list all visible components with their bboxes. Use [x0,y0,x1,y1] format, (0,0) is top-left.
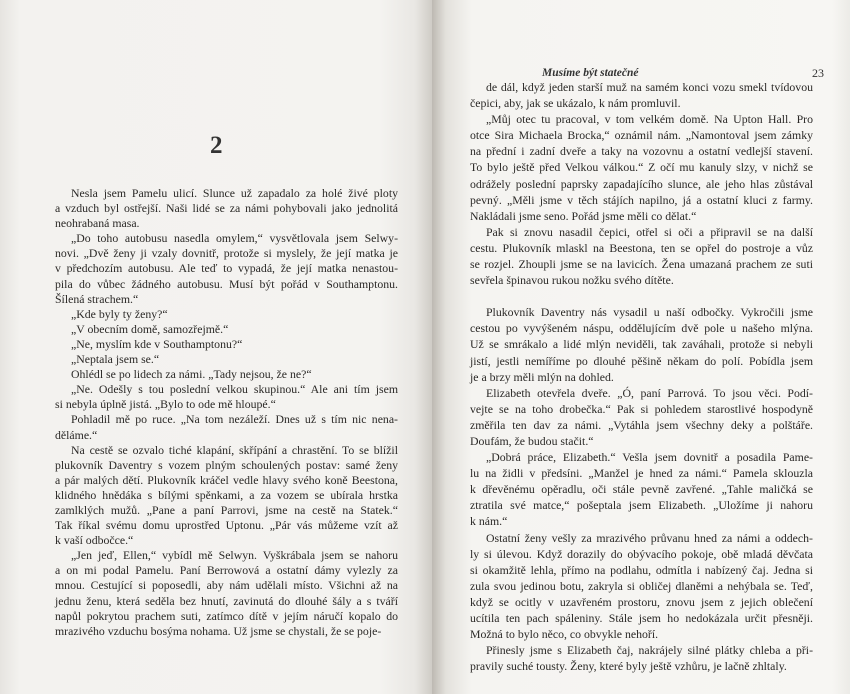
text-line: „Ne. Odešly s tou poslední velkou skupinou.“ Ale ani tím jsem [71,382,398,397]
text-line: Nakládali jsme seno. Pořád jsme měli co dělat.“ [470,208,697,223]
text-line: odrážely poslední paprsky zapadajícího slunce, ale jeho hlas zůstával [470,176,813,191]
text-line: Šílená strachem.“ [55,291,139,306]
paragraph [55,443,398,549]
paragraph [55,337,398,352]
text-line: cestu. Plukovník mlaskl na Beestona, ten se opřel do postroje a vůz [470,240,813,255]
text-line: ucítila ten pach spáleniny. Stále jsem ho nedokázala určit přesněji. [470,611,813,625]
page-number: 23 [812,66,824,80]
text-line: jistí, jestli nemíříme po dlouhé pěšině někam do polí. Pobídla jsem [470,353,813,368]
paragraph [470,385,813,449]
text-line: napůl pokrytou prachem suti, zatímco dítě v jejím náručí kopalo do [55,608,398,623]
text-line: Doufám, že budou stačit.“ [470,433,594,448]
paragraph [55,548,398,639]
text-line: ztratila své matce,“ pošeptala jsem Elizabeth. „Uložíme ji nahoru [470,498,813,513]
text-line: „Ne, myslím kde v Southamptonu?“ [71,336,243,351]
text-line: To bylo ještě před Velkou válkou.“ Z očí mu kanuly slzy, v nichž se [470,160,813,175]
right-page-body [470,79,813,674]
text-line: v předchozím autobusu. Ale teď to vypadá, že její matka nenastou- [55,261,398,276]
paragraph [470,111,813,224]
text-line: čepici, aby, jak se ukázalo, k nám promluvil. [470,96,681,111]
text-line: „Můj otec tu pracoval, v tom velkém domě. Na Upton Hall. Pro [486,112,813,127]
text-line: sevřela špinavou rukou nožku svého dítěte. [470,273,674,288]
text-line: Ostatní ženy vešly za mrazivého průvanu hned za námi a oddech- [486,530,813,545]
text-line: otce Sira Michaela Brocka,“ oznámil nám. „Namontoval jsem zámky [470,128,813,143]
paragraph [470,224,813,288]
text-line: Plukovník Daventry nás vysadil u naší odbočky. Vykročili jsme [486,305,813,320]
text-line: a on mi podal Pamelu. Paní Berrowová a ostatní dámy vylezly za [55,563,398,578]
text-line: na přední i zadní dveře a taky na vozovnu a ostatní vedlejší stavení. [470,144,813,159]
text-line: když se ocitly v uzavřeném prostoru, znovu jsem z jejich oblečení [470,594,813,609]
text-line: plukovník Daventry s vozem plným schoulených postav: samé ženy [55,457,398,472]
paragraph [55,382,398,412]
chapter-number: 2 [210,132,223,159]
text-line: k dřevěnému opěradlu, oči stále pevně zavřené. „Tahle maličká se [470,482,813,497]
text-line: a vzduch byl ostřejší. Naši lidé se za námi pohybovali jako jednolitá [55,201,398,216]
text-line: Na cestě se ozvalo tiché klapání, skřípání a chrastění. To se blížil [71,442,398,457]
paragraph [55,186,398,231]
text-line: je a brzy měli mlýn na dohled. [470,369,614,384]
paragraph [470,530,813,643]
paragraph [55,322,398,337]
section-break [470,288,813,304]
text-line: Už se smrákalo a lidé mlýn neviděli, tak zaváhali, protože si nebyli [470,337,813,352]
text-line: Možná to bylo něco, co obvykle nehoří. [470,627,659,642]
left-page-body [55,186,398,639]
text-line: klidného hnědáka s bílými spěnkami, a za vozem se ubírala hrstka [55,487,398,502]
text-line: lu na židli v předsíni. „Manžel je hned za námi.“ Pamela sklouzla [470,466,813,481]
text-line: Pak si znovu nasadil čepici, otřel si oči a připravil se na další [486,224,813,239]
paragraph [55,412,398,442]
paragraph [55,367,398,382]
text-line: pravily suché tousty. Ženy, které byly ještě vzhůru, je lačně zhltaly. [470,659,787,674]
text-line: „Jen jeď, Ellen,“ vybídl mě Selwyn. Vyškrábala jsem se nahoru [71,548,398,563]
text-line: Přinesly jsme s Elizabeth čaj, nakrájely silné plátky chleba a při- [486,643,813,658]
paragraph [470,79,813,111]
paragraph [55,352,398,367]
text-line: mnou. Cestující si poposedli, aby nám udělali místo. Všichni až na [55,578,398,593]
text-line: „Kde byly ty ženy?“ [71,306,168,321]
text-line: pila do vůbec žádného autobusu. Musí být pořád v Southamptonu. [55,276,398,291]
text-line: zula svou jedinou botu, zakryla si obličej dlaněmi a nehýbala se. Teď, [470,578,813,593]
paragraph [55,231,398,306]
text-line: vejte se na toho drobečka.“ Pak si pohledem starostlivé hospodyně [470,401,813,416]
text-line: Pohladil mě po ruce. „Na tom nezáleží. Dnes už s tím nic nena- [71,412,398,427]
text-line: Tak říkal svému domu uprostřed Uptonu. „Pár vás můžeme vzít až [55,518,398,533]
text-line: novi. „Dvě ženy ji vzaly dovnitř, protože si myslely, že její matka je [55,246,398,261]
text-line: k nám.“ [470,514,508,529]
text-line: mrazivého vzduchu bosýma nohama. Už jsme se chystali, že se poje- [55,623,382,638]
text-line: „Dobrá práce, Elizabeth.“ Vešla jsem dovnitř a posadila Pame- [486,450,813,465]
text-line: „Do toho autobusu nasedla omylem,“ vysvětlovala jsem Selwy- [71,231,398,246]
text-line: se rozjel. Zhoupli jsme se na lavicích. Žena umazaná prachem ze suti [470,257,813,272]
text-line: pevný. „Měli jsme v těch stájích napilno, já a ostatní kluci z farmy. [470,192,813,207]
paragraph [55,307,398,322]
text-line: Elizabeth otevřela dveře. „Ó, paní Parrová. To jsou věci. Podí- [486,385,813,400]
text-line: neohrabaná masa. [55,216,140,231]
text-line: si okamžitě lehla, přímo na podlahu, odmítla i nabízený čaj. Jedna si [470,562,813,577]
text-line: Nesla jsem Pamelu ulicí. Slunce už zapadalo za holé živé ploty [71,186,398,200]
running-head: Musíme být statečné [542,67,639,79]
text-line: cestou po vyvýšeném náspu, oddělujícím dvě pole u našeho mlýna. [470,321,813,336]
text-line: „Neptala jsem se.“ [71,352,160,367]
text-line: Ohlédl se po lidech za námi. „Tady nejsou, že ne?“ [71,367,312,382]
text-line: „V obecním domě, samozřejmě.“ [71,321,229,336]
text-line: a pár malých dětí. Plukovník kráčel vedle hlavy svého koně Beestona, [55,472,398,487]
paragraph [470,304,813,384]
text-line: k vaší odbočce.“ [55,533,134,548]
text-line: de dál, když jeden starší muž na samém konci vozu smekl tvídovou [486,80,813,94]
text-line: děláme.“ [55,427,98,442]
text-line: změřila ten dav za námi. „Vytáhla jsem všechny deky a polštáře. [470,417,813,432]
text-line: jednu ženu, která seděla bez hnutí, zavinutá do dlouhé šály a s tváří [55,593,398,608]
text-line: ly si úlevou. Když dorazily do obývacího pokoje, obě mladá děvčata [470,546,813,561]
text-line: zamlklých mužů. „Pane a paní Parrovi, jsme na cestě na Statek.“ [55,502,398,517]
paragraph [470,449,813,529]
text-line: si nebyla úplně jistá. „Bylo to ode mě hloupé.“ [55,397,276,412]
right-page [432,0,850,694]
paragraph [470,642,813,674]
